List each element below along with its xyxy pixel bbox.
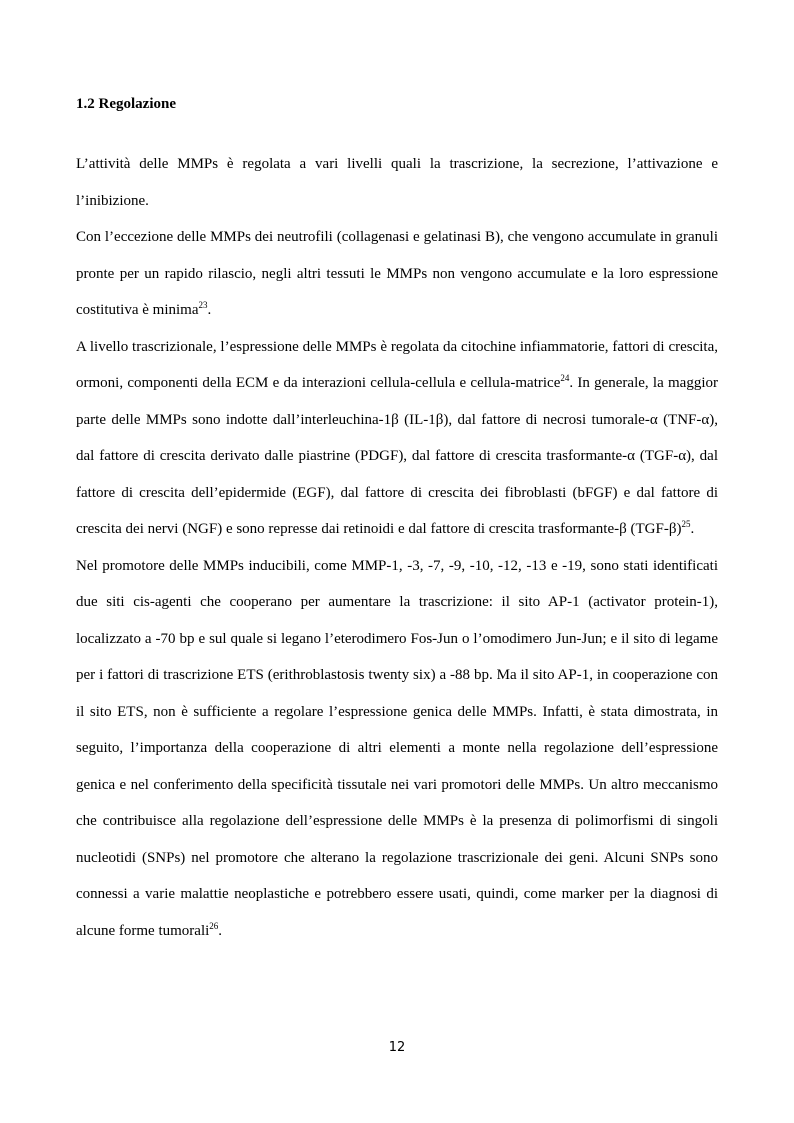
page-number: 12 (388, 1040, 406, 1055)
paragraph-2-tail: . (207, 302, 212, 318)
citation-24: 24 (560, 373, 570, 383)
citation-26: 26 (209, 920, 219, 931)
citation-25: 25 (681, 519, 691, 529)
paragraph-4-text: Nel promotore delle MMPs inducibili, come MMP-1, -3, -7, -9, -10, -12, -13 e -19, sono stati identificati due siti cis-agenti che cooperano per aumentare la trascrizione: il sito AP-1 (activator protein-1), localizzato a -70 bp e sul quale si legano l’eterodimero Fos-Jun o l’omodimero Jun-Jun; e il sito di legame per i fattori di trascrizione ETS (erithroblastosis twenty six) a -88 bp. Ma il sito AP-1, in cooperazione con il sito ETS, non è sufficiente a regolare l’espressione genica delle MMPs. Infatti, è stata dimostrata, in seguito, l’importanza della cooperazione di altri elementi a monte nella regolazione dell’espressione genica e nel conferimento della specificità tissutale nei vari promotori delle MMPs. Un altro meccanismo che contribuisce alla regolazione dell’espressione delle MMPs è la presenza di polimorfismi di singoli nucleotidi (SNPs) nel promotore che alterano la regolazione trascrizionale dei geni. Alcuni SNPs sono connessi a varie malattie neoplastiche e potrebbero essere usati, quindi, come marker per la diagnosi di alcune forme tumorali (76, 557, 718, 939)
paragraph-1-text: L’attività delle MMPs è regolata a vari livelli quali la trascrizione, la secrezione, l’attivazione e l’inibizione. (76, 156, 718, 209)
paragraph-3-text-a: A livello trascrizionale, l’espressione delle MMPs è regolata da citochine infiammatorie, fattori di crescita, ormoni, componenti della ECM e da interazioni cellula-cellula e cellula-matrice (76, 338, 718, 391)
paragraph-2 (76, 219, 718, 329)
paragraph-1 (76, 146, 718, 219)
paragraph-3-text-b: . In generale, la maggior parte delle MMPs sono indotte dall’interleuchina-1β (IL-1β), dal fattore di necrosi tumorale-α (TNF-α), dal fattore di crescita derivato dalle piastrine (PDGF), dal fattore di crescita trasformante-α (TGF-α), dal fattore di crescita dell’epidermide (EGF), dal fattore di crescita dei fibroblasti (bFGF) e dal fattore di crescita dei nervi (NGF) e sono represse dai retinoidi e dal fattore di crescita trasformante-β (TGF-β) (76, 375, 718, 537)
citation-23: 23 (198, 300, 208, 310)
paragraph-4 (76, 548, 718, 950)
paragraph-4-tail: . (218, 922, 223, 939)
section-heading: 1.2 Regolazione (76, 96, 176, 112)
body-text (76, 146, 718, 949)
paragraph-3-tail: . (690, 521, 695, 537)
paragraph-3 (76, 329, 718, 548)
paragraph-2-text: Con l’eccezione delle MMPs dei neutrofili (collagenasi e gelatinasi B), che vengono accumulate in granuli pronte per un rapido rilascio, negli altri tessuti le MMPs non vengono accumulate e la loro espressione costitutiva è minima (76, 229, 718, 318)
